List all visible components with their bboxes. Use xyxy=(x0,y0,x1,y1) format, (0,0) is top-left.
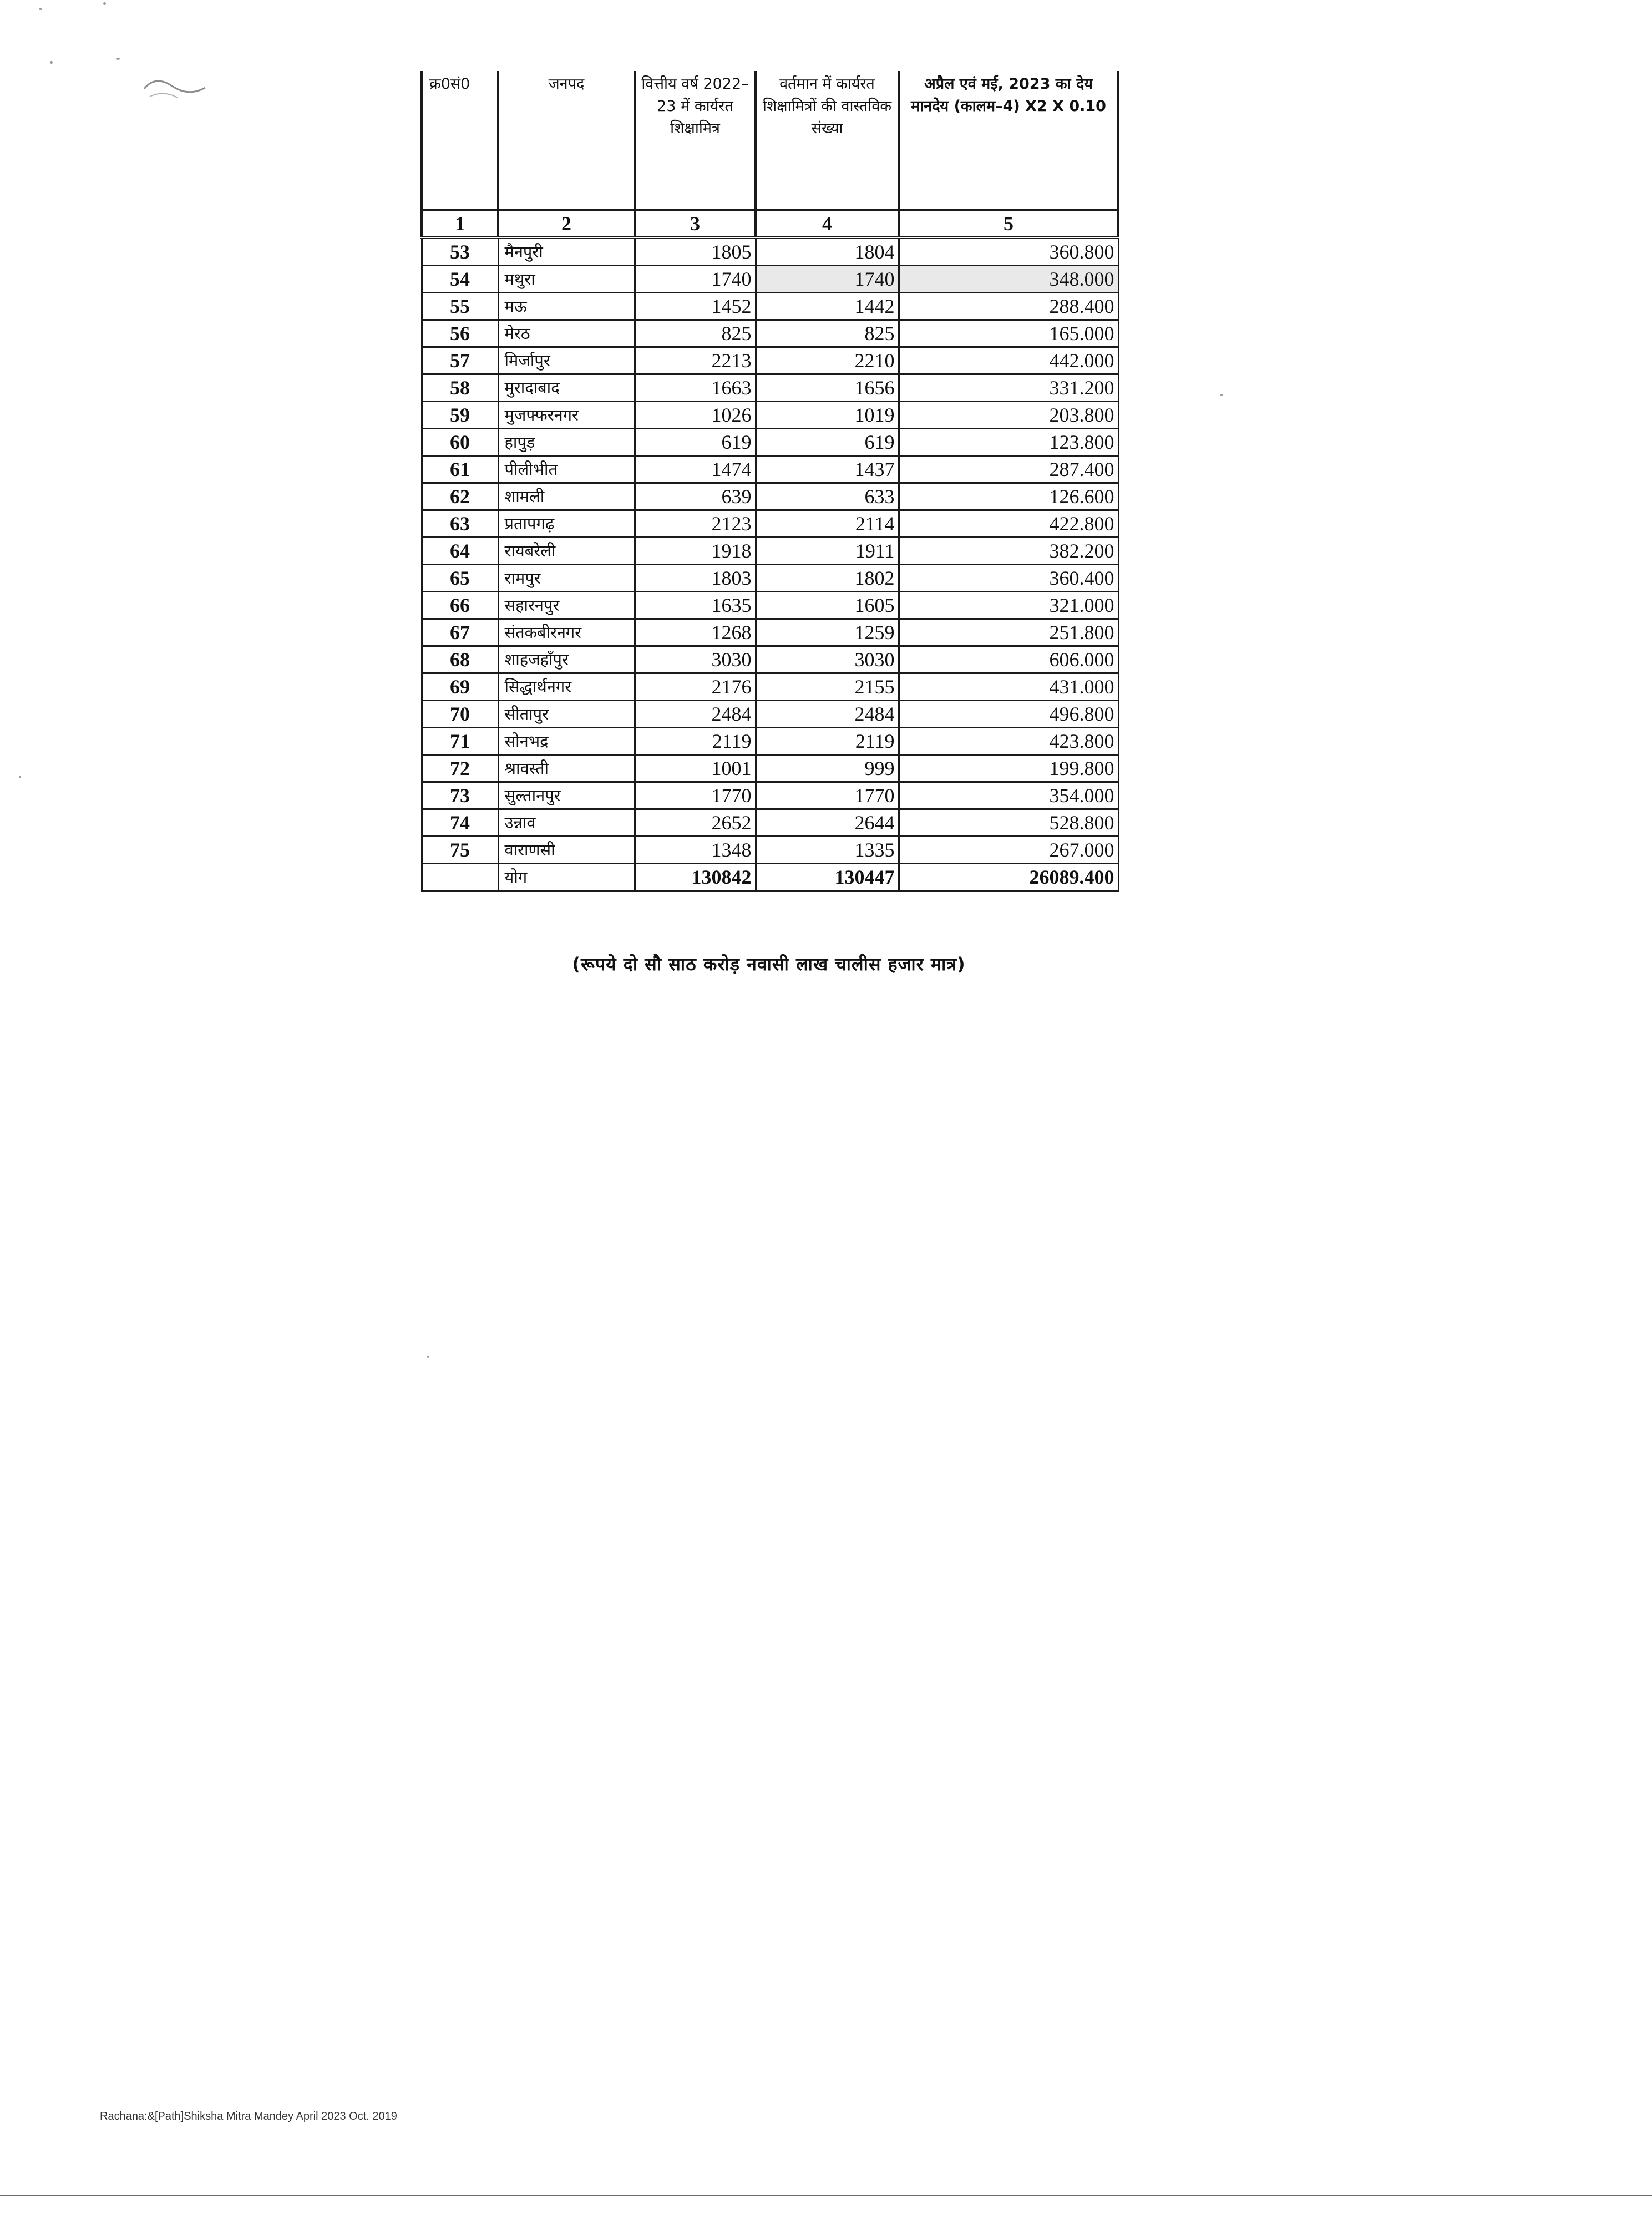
scan-speck xyxy=(39,8,42,10)
fy-count-cell: 2119 xyxy=(635,728,756,755)
current-count-cell: 2114 xyxy=(756,510,899,538)
district-cell: मेरठ xyxy=(498,320,635,347)
fy-count-cell: 1452 xyxy=(635,293,756,320)
serial-cell: 74 xyxy=(422,809,498,837)
serial-cell: 61 xyxy=(422,456,498,483)
serial-cell: 56 xyxy=(422,320,498,347)
fy-count-cell: 2652 xyxy=(635,809,756,837)
fy-count-cell: 1663 xyxy=(635,374,756,402)
fy-count-cell: 1026 xyxy=(635,402,756,429)
current-count-cell: 825 xyxy=(756,320,899,347)
column-number: 2 xyxy=(498,210,635,238)
fy-count-cell: 1001 xyxy=(635,755,756,782)
honorarium-cell: 287.400 xyxy=(899,456,1118,483)
district-cell: शामली xyxy=(498,483,635,510)
fy-count-cell: 2213 xyxy=(635,347,756,374)
district-cell: मैनपुरी xyxy=(498,237,635,266)
total-row xyxy=(422,864,1118,891)
district-cell: मिर्जापुर xyxy=(498,347,635,374)
honorarium-cell: 442.000 xyxy=(899,347,1118,374)
current-count-cell: 1740 xyxy=(756,266,899,293)
current-count-cell: 1804 xyxy=(756,237,899,266)
scan-speck xyxy=(50,61,53,64)
current-count-cell: 619 xyxy=(756,429,899,456)
table-row xyxy=(422,592,1118,619)
fy-count-cell: 3030 xyxy=(635,646,756,673)
current-count-cell: 1259 xyxy=(756,619,899,646)
header-district: जनपद xyxy=(498,71,635,210)
column-number: 3 xyxy=(635,210,756,238)
serial-cell: 64 xyxy=(422,538,498,565)
district-cell: सुल्तानपुर xyxy=(498,782,635,809)
table-row xyxy=(422,646,1118,673)
honorarium-cell: 251.800 xyxy=(899,619,1118,646)
table-row xyxy=(422,565,1118,592)
serial-cell: 58 xyxy=(422,374,498,402)
district-cell: शाहजहाँपुर xyxy=(498,646,635,673)
serial-cell: 54 xyxy=(422,266,498,293)
column-number-row xyxy=(422,210,1118,238)
district-cell: रायबरेली xyxy=(498,538,635,565)
honorarium-cell: 321.000 xyxy=(899,592,1118,619)
table-row xyxy=(422,266,1118,293)
current-count-cell: 2119 xyxy=(756,728,899,755)
fy-count-cell: 1770 xyxy=(635,782,756,809)
honorarium-cell: 528.800 xyxy=(899,809,1118,837)
district-cell: सहारनपुर xyxy=(498,592,635,619)
current-count-cell: 633 xyxy=(756,483,899,510)
district-cell: संतकबीरनगर xyxy=(498,619,635,646)
fy-count-cell: 1348 xyxy=(635,837,756,864)
district-cell: वाराणसी xyxy=(498,837,635,864)
fy-count-cell: 1805 xyxy=(635,237,756,266)
honorarium-cell: 360.800 xyxy=(899,237,1118,266)
table-row xyxy=(422,483,1118,510)
table-row xyxy=(422,429,1118,456)
header-fy-count: वित्तीय वर्ष 2022–23 में कार्यरत शिक्षामित्र xyxy=(635,71,756,210)
current-count-cell: 1442 xyxy=(756,293,899,320)
honorarium-cell: 288.400 xyxy=(899,293,1118,320)
current-count-cell: 999 xyxy=(756,755,899,782)
honorarium-cell: 203.800 xyxy=(899,402,1118,429)
total-serial-cell xyxy=(422,864,498,891)
district-cell: सोनभद्र xyxy=(498,728,635,755)
table-row xyxy=(422,347,1118,374)
district-cell: हापुड़ xyxy=(498,429,635,456)
table-row xyxy=(422,293,1118,320)
serial-cell: 70 xyxy=(422,701,498,728)
scan-speck xyxy=(427,1356,429,1358)
table-row xyxy=(422,510,1118,538)
scan-speck xyxy=(103,2,106,5)
table-row xyxy=(422,456,1118,483)
fy-count-cell: 2176 xyxy=(635,673,756,701)
honorarium-cell: 348.000 xyxy=(899,266,1118,293)
serial-cell: 75 xyxy=(422,837,498,864)
district-cell: उन्नाव xyxy=(498,809,635,837)
honorarium-cell: 422.800 xyxy=(899,510,1118,538)
table-row xyxy=(422,237,1118,266)
fy-count-cell: 825 xyxy=(635,320,756,347)
fy-count-cell: 1474 xyxy=(635,456,756,483)
serial-cell: 68 xyxy=(422,646,498,673)
current-count-cell: 1911 xyxy=(756,538,899,565)
serial-cell: 60 xyxy=(422,429,498,456)
district-cell: मथुरा xyxy=(498,266,635,293)
district-cell: प्रतापगढ़ xyxy=(498,510,635,538)
header-serial: क्र0सं0 xyxy=(422,71,498,210)
district-cell: सिद्धार्थनगर xyxy=(498,673,635,701)
header-honorarium: अप्रैल एवं मई, 2023 का देय मानदेय (कालम–4) X2 X 0.10 xyxy=(899,71,1118,210)
fy-count-cell: 2484 xyxy=(635,701,756,728)
scan-speck xyxy=(116,58,120,60)
table-body xyxy=(422,237,1118,891)
current-count-cell: 2644 xyxy=(756,809,899,837)
fy-count-cell: 639 xyxy=(635,483,756,510)
column-number: 4 xyxy=(756,210,899,238)
district-cell: रामपुर xyxy=(498,565,635,592)
table-row xyxy=(422,728,1118,755)
district-cell: सीतापुर xyxy=(498,701,635,728)
serial-cell: 73 xyxy=(422,782,498,809)
honorarium-cell: 382.200 xyxy=(899,538,1118,565)
honorarium-cell: 431.000 xyxy=(899,673,1118,701)
honorarium-cell: 331.200 xyxy=(899,374,1118,402)
table-row xyxy=(422,320,1118,347)
table-row xyxy=(422,538,1118,565)
current-count-cell: 1019 xyxy=(756,402,899,429)
honorarium-cell: 123.800 xyxy=(899,429,1118,456)
fy-count-cell: 619 xyxy=(635,429,756,456)
header-row xyxy=(422,71,1118,210)
honorarium-cell: 165.000 xyxy=(899,320,1118,347)
serial-cell: 66 xyxy=(422,592,498,619)
total-current-count: 130447 xyxy=(756,864,899,891)
current-count-cell: 2210 xyxy=(756,347,899,374)
district-cell: श्रावस्ती xyxy=(498,755,635,782)
serial-cell: 57 xyxy=(422,347,498,374)
honorarium-table xyxy=(420,71,1119,892)
current-count-cell: 1770 xyxy=(756,782,899,809)
header-current-count: वर्तमान में कार्यरत शिक्षामित्रों की वास्तविक संख्या xyxy=(756,71,899,210)
current-count-cell: 1802 xyxy=(756,565,899,592)
honorarium-cell: 267.000 xyxy=(899,837,1118,864)
column-number: 5 xyxy=(899,210,1118,238)
current-count-cell: 2484 xyxy=(756,701,899,728)
fy-count-cell: 1740 xyxy=(635,266,756,293)
honorarium-cell: 199.800 xyxy=(899,755,1118,782)
fy-count-cell: 1918 xyxy=(635,538,756,565)
current-count-cell: 1335 xyxy=(756,837,899,864)
total-honorarium: 26089.400 xyxy=(899,864,1118,891)
scan-speck xyxy=(1220,394,1223,396)
table-row xyxy=(422,673,1118,701)
serial-cell: 65 xyxy=(422,565,498,592)
fy-count-cell: 2123 xyxy=(635,510,756,538)
current-count-cell: 1605 xyxy=(756,592,899,619)
table-row xyxy=(422,374,1118,402)
footer-file-path: Rachana:&[Path]Shiksha Mitra Mandey April 2023 Oct. 2019 xyxy=(100,2110,397,2122)
honorarium-cell: 126.600 xyxy=(899,483,1118,510)
table-row xyxy=(422,782,1118,809)
amount-in-words: (रूपये दो सौ साठ करोड़ नवासी लाख चालीस हजार मात्र) xyxy=(572,954,966,975)
serial-cell: 62 xyxy=(422,483,498,510)
table-row xyxy=(422,402,1118,429)
scan-smudge xyxy=(139,72,211,105)
fy-count-cell: 1268 xyxy=(635,619,756,646)
current-count-cell: 1437 xyxy=(756,456,899,483)
fy-count-cell: 1635 xyxy=(635,592,756,619)
honorarium-cell: 423.800 xyxy=(899,728,1118,755)
district-cell: मुजफ्फरनगर xyxy=(498,402,635,429)
district-cell: मऊ xyxy=(498,293,635,320)
serial-cell: 53 xyxy=(422,237,498,266)
scan-speck xyxy=(19,776,21,778)
honorarium-cell: 496.800 xyxy=(899,701,1118,728)
current-count-cell: 1656 xyxy=(756,374,899,402)
column-number: 1 xyxy=(422,210,498,238)
serial-cell: 67 xyxy=(422,619,498,646)
current-count-cell: 2155 xyxy=(756,673,899,701)
total-label: योग xyxy=(498,864,635,891)
honorarium-cell: 354.000 xyxy=(899,782,1118,809)
fy-count-cell: 1803 xyxy=(635,565,756,592)
table-row xyxy=(422,755,1118,782)
footer-divider xyxy=(0,2195,1652,2196)
district-cell: मुरादाबाद xyxy=(498,374,635,402)
total-fy-count: 130842 xyxy=(635,864,756,891)
serial-cell: 71 xyxy=(422,728,498,755)
current-count-cell: 3030 xyxy=(756,646,899,673)
table-row xyxy=(422,809,1118,837)
table-row xyxy=(422,701,1118,728)
district-cell: पीलीभीत xyxy=(498,456,635,483)
honorarium-cell: 606.000 xyxy=(899,646,1118,673)
serial-cell: 59 xyxy=(422,402,498,429)
serial-cell: 55 xyxy=(422,293,498,320)
serial-cell: 72 xyxy=(422,755,498,782)
serial-cell: 63 xyxy=(422,510,498,538)
honorarium-cell: 360.400 xyxy=(899,565,1118,592)
table-row xyxy=(422,619,1118,646)
serial-cell: 69 xyxy=(422,673,498,701)
table-row xyxy=(422,837,1118,864)
